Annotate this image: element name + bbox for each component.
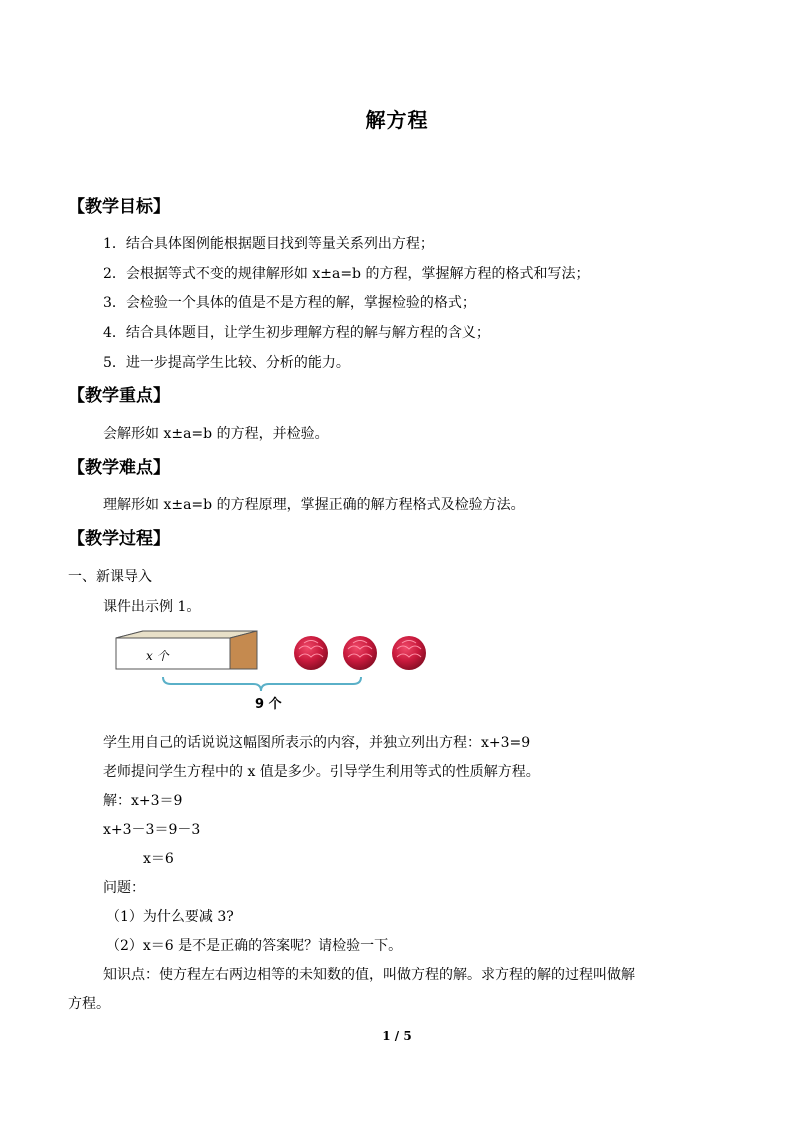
- brace-shape: [163, 677, 361, 691]
- box-label: x 个: [146, 649, 169, 663]
- box-shape: [116, 631, 257, 669]
- example-figure: [103, 622, 443, 714]
- key-points-text: 会解形如 x±a=b 的方程，并检验。: [103, 426, 329, 442]
- objective-item-4: 4．结合具体题目，让学生初步理解方程的解与解方程的含义；: [103, 325, 490, 341]
- difficulties-heading: 【教学难点】: [68, 458, 170, 478]
- objectives-heading: 【教学目标】: [68, 197, 170, 217]
- ball-icon: [294, 636, 328, 670]
- teacher-question-text: 老师提问学生方程中的 x 值是多少。引导学生利用等式的性质解方程。: [103, 764, 540, 780]
- ball-icon: [392, 636, 426, 670]
- page-title: 解方程: [365, 108, 429, 132]
- key-points-heading: 【教学重点】: [68, 386, 170, 406]
- intro-text: 课件出示例 1。: [103, 599, 201, 615]
- solution-line-1: 解：x+3＝9: [103, 793, 183, 809]
- objective-item-3: 3．会检验一个具体的值是不是方程的解，掌握检验的格式；: [103, 295, 476, 311]
- objective-item-2: 2．会根据等式不变的规律解形如 x±a=b 的方程，掌握解方程的格式和写法；: [103, 266, 590, 282]
- student-task-text: 学生用自己的话说说这幅图所表示的内容，并独立列出方程：x+3=9: [103, 735, 531, 751]
- part1-heading: 一、新课导入: [68, 569, 152, 585]
- page-number: 1 / 5: [382, 1029, 412, 1043]
- question-2: （2）x＝6 是不是正确的答案呢？请检验一下。: [106, 938, 403, 954]
- question-1: （1）为什么要减 3?: [106, 909, 234, 925]
- question-label: 问题：: [103, 880, 145, 896]
- brace-label: 9 个: [255, 697, 282, 712]
- solution-line-2: x+3－3＝9－3: [103, 822, 201, 838]
- objective-item-1: 1．结合具体图例能根据题目找到等量关系列出方程；: [103, 236, 434, 252]
- knowledge-point-continued: 方程。: [68, 996, 110, 1012]
- ball-icon: [343, 636, 377, 670]
- knowledge-point-text: 知识点：使方程左右两边相等的未知数的值，叫做方程的解。求方程的解的过程叫做解: [103, 967, 635, 983]
- solution-line-3: x＝6: [143, 851, 174, 867]
- difficulties-text: 理解形如 x±a=b 的方程原理，掌握正确的解方程格式及检验方法。: [103, 497, 525, 513]
- process-heading: 【教学过程】: [68, 529, 170, 549]
- objective-item-5: 5．进一步提高学生比较、分析的能力。: [103, 355, 350, 371]
